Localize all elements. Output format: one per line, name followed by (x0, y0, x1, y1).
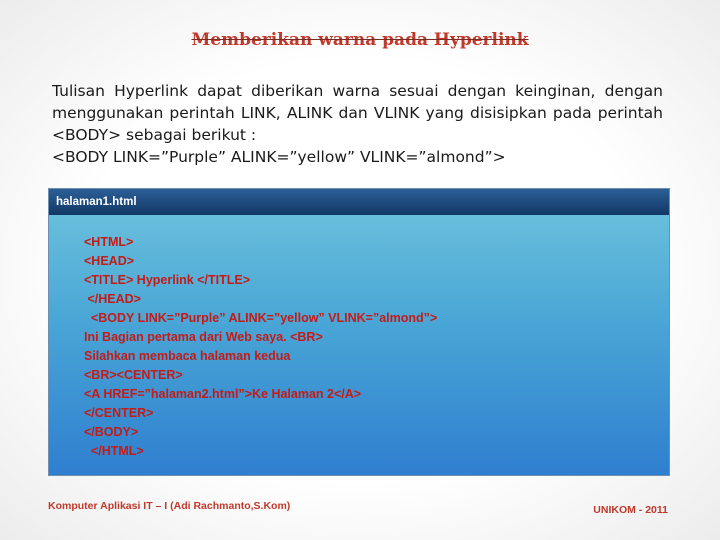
body-paragraph: Tulisan Hyperlink dapat diberikan warna sesuai dengan keinginan, dengan menggunakan perintah LINK, ALINK dan VLINK yang disisipkan pada perintah <BODY> sebagai berikut : (52, 82, 663, 144)
code-window (48, 188, 670, 476)
code-line: <HEAD> (84, 254, 135, 268)
code-line: </HEAD> (84, 292, 141, 306)
code-lines (84, 233, 437, 461)
code-line: </BODY> (84, 425, 139, 439)
code-line: <A HREF=”halaman2.html”>Ke Halaman 2</A> (84, 387, 362, 401)
code-line: <BR><CENTER> (84, 368, 183, 382)
code-line: Silahkan membaca halaman kedua (84, 349, 291, 363)
code-line: <TITLE> Hyperlink </TITLE> (84, 273, 251, 287)
code-line: <BODY LINK=”Purple” ALINK=”yellow” VLINK=”almond”> (84, 311, 438, 325)
code-line: Ini Bagian pertama dari Web saya. <BR> (84, 330, 323, 344)
code-line: </CENTER> (84, 406, 154, 420)
body-text (52, 80, 663, 168)
window-titlebar (49, 189, 669, 215)
code-line: <HTML> (84, 235, 134, 249)
footer-course-credit: Komputer Aplikasi IT – I (Adi Rachmanto,S.Kom) (48, 500, 291, 512)
body-code-example: <BODY LINK=”Purple” ALINK=”yellow” VLINK=”almond”> (52, 148, 506, 166)
window-filename: halaman1.html (56, 196, 137, 208)
slide-title: Memberikan warna pada Hyperlink (191, 30, 529, 50)
code-line: </HTML> (84, 444, 144, 458)
footer-institution: UNIKOM - 2011 (593, 504, 668, 516)
